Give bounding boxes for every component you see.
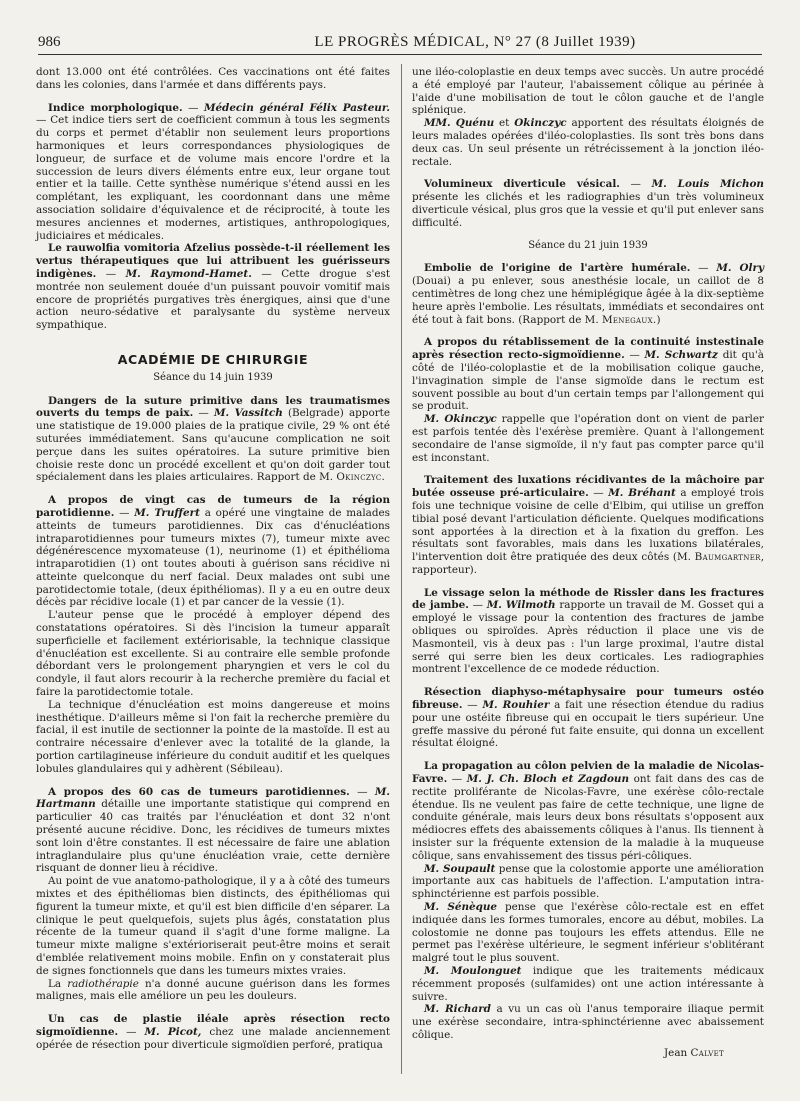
paragraph: MM. Quénu et Okinczyc apportent des résultats éloignés de leurs malades opérées d'iléo-coloplasties. Ils sont très bons dans deux cas. Un seul présente un rétrécissement à la jonction iléo-rectale. [412, 117, 764, 168]
paragraph: M. Soupault pense que la colostomie apporte une amélioration importante aux cas habituels de l'affection. L'amputation intra-sphinctérienne est parfois possible. [412, 862, 764, 901]
paragraph: dont 13.000 ont été contrôlées. Ces vaccinations ont été faites dans les colonies, dans l'armée et dans différents pays. [36, 66, 390, 91]
page-number: 986 [38, 34, 61, 50]
signature: Jean Calvet [664, 1046, 724, 1059]
article-vingt-cas: A propos de vingt cas de tumeurs de la région parotidienne. — M. Truffert a opéré une vingtaine de malades atteints de tumeurs parotidiennes. Dix cas d'énucléations intraparotidiennes pour tumeurs mixtes (7), tumeur mixte avec dégénérescence myxomateuse (1), neurinome (1) et épithélioma intraparotidien (1) ont toutes abouti à guérison sans récidive ni atteinte quelconque du nerf facial. Deux malades ont subi une parotidectomie totale, (deux épithéliomas). Il y a eu en outre deux décès par récidive locale (1) et par cancer de la vessie (1). [36, 494, 390, 609]
article-nicolas-favre: La propagation au côlon pelvien de la maladie de Nicolas-Favre. — M. J. Ch. Bloch et Zagdoun ont fait dans des cas de rectite proliférante de Nicolas-Favre, une exérèse côlo-rectale étendue. Ils ne veulent pas faire de cette technique, une ligne de conduite générale, mais leurs deux bons résultats s'opposent aux médiocres effets des abaissements côliques à l'anus. Ils tiennent à insister sur la fréquente extension de la maladie à la muqueuse côlique, sans envahissement des tissus péri-côliques. [412, 760, 765, 862]
session-date: Séance du 14 juin 1939 [153, 371, 273, 383]
paragraph: La technique d'énucléation est moins dangereuse et moins inesthétique. D'ailleurs même si l'on fait la recherche première du facial, il est inutile de sectionner la pointe de la mastoïde. Il est au contraire nécessaire d'enlever avec la totalité de la glande, la portion cartilagineuse inférieure du conduit auditif et les quelques lobules glandulaires qui y adhèrent (Sébileau). [36, 698, 390, 775]
paragraph: une iléo-coloplastie en deux temps avec succès. Un autre procédé a été employé par l'auteur, l'abaissement côlique au périnée à l'aide d'une mobilisation de tout le côlon gauche et de l'angle splénique. [412, 66, 764, 117]
column-divider [401, 64, 402, 1074]
article-rauwolfia: Le rauwolfia vomitoria Afzelius possède-t-il réellement les vertus thérapeutiques que lui attribuent les guérisseurs indigènes. — M. Raymond-Hamet. — Cette drogue s'est montrée non seulement douée d'un puissant pouvoir vomitif mais encore de propriétés purgatives très énergiques, ainsi que d'une action neuro-sédative et paralysante du système nerveux sympathique. [36, 242, 391, 332]
running-header [38, 32, 762, 55]
article-dangers-suture: Dangers de la suture primitive dans les traumatismes ouverts du temps de paix. — M. Vassitch (Belgrade) apporte une statistique de 19.000 plaies de la pratique civile, 29 % ont été suturées immédiatement. Sans qu'aucune complication ne soit perçue dans les suites opératoires. La suture primitive bien choisie reste donc un procédé excellent et qu'on doit garder tout spécialement dans les plaies articulaires. Rapport de M. Okinczyc. [36, 394, 390, 484]
article-luxations: Traitement des luxations récidivantes de la mâchoire par butée osseuse pré-articulaire. — M. Bréhant a employé trois fois une technique voisine de celle d'Elbim, qui utilise un greffon tibial posé devant l'articulation déficiente. Quelques modifications sont apportées à la direction et à la fixation du greffon. Les résultats sont favorables, mais dans les luxations bilatérales, l'intervention doit être pratiquée des deux côtés (M. Baumgartner, rapporteur). [412, 474, 764, 576]
article-indice: Indice morphologique. — Médecin général Félix Pasteur. — Cet indice tiers sert de coefficient commun à tous les segments du corps et permet d'établir non seulement leurs proportions harmoniques et leurs correspondances physiologiques de longueur, de surface et de volume mais encore l'ordre et la succession de leurs divers éléments entre eux, leur organe tout entier et la taille. Cette synthèse numérique s'étend aussi en les complétant, les expliquant, les coordonnant dans une même association solidaire d'équivalence et de réciprocité, à toute les mesures anciennes et modernes, artistiques, anthropologiques, judiciaires et médicales. [36, 101, 390, 242]
paragraph: M. Sénèque pense que l'exérèse côlo-rectale est en effet indiquée dans les formes tumorales, encore au début, mobiles. La colostomie ne donne pas toujours les effets attendus. Elle ne permet pas l'exérèse ultérieure, le segment inférieur s'oblitérant malgré tout le plus souvent. [412, 901, 764, 965]
article-resection: Résection diaphyso-métaphysaire pour tumeurs ostéo fibreuse. — M. Rouhier a fait une résection étendue du radius pour une ostéite fibreuse qui en occupait le tiers supérieur. Une greffe massive du péroné fut faite ensuite, qui donna un excellent résultat éloigné. [412, 686, 764, 750]
journal-title: LE PROGRÈS MÉDICAL, N° 27 (8 Juillet 1939) [314, 34, 636, 50]
paragraph: Au point de vue anatomo-pathologique, il y a à côté des tumeurs mixtes et des épithéliomas bien distincts, des épithéliomas qui figurent la tumeur mixte, et qu'il est bien difficile d'en séparer. La clinique le peut quelquefois, sujets plus âgés, constatation plus récente de la tumeur quand il s'agit d'une forme maligne. La tumeur mixte maligne s'extérioriserait peut-être moins et serait d'emblée relativement moins mobile. Enfin on y constaterait plus de signes fonctionnels que dans les tumeurs mixtes vraies. [36, 875, 390, 977]
article-embolie: Embolie de l'origine de l'artère humérale. — M. Olry (Douai) a pu enlever, sous anesthésie locale, un caillot de 8 centimètres de long chez une hémiplégique âgée à la dix-septième heure après l'embolie. Les résultats, immédiats et secondaires ont été tout à fait bons. (Rapport de M. Menegaux.) [412, 262, 764, 326]
left-column [36, 66, 390, 1052]
paragraph: M. Moulonguet indique que les traitements médicaux récemment proposés (sulfamides) ont une action intéressante à suivre. [412, 965, 764, 1003]
right-column [412, 66, 764, 1060]
article-soixante-cas: A propos des 60 cas de tumeurs parotidiennes. — M. Hartmann détaille une importante statistique qui comprend en particulier 40 cas traités par l'énucléation et dont 32 n'ont présenté aucune récidive. Donc, les récidives de tumeurs mixtes sont loin d'être constantes. Il est nécessaire de faire une ablation intraglandulaire plus qu'une énucléation vraie, cette dernière risquant de donner lieu à récidive. [36, 785, 391, 875]
article-diverticule: Volumineux diverticule vésical. — M. Louis Michon présente les clichés et les radiographies d'un très volumineux diverticule vésical, plus gros que la vessie et qu'il put enlever sans difficulté. [412, 178, 765, 229]
article-vissage: Le vissage selon la méthode de Rissler dans les fractures de jambe. — M. Wilmoth rapporte un travail de M. Gosset qui a employé le vissage pour la contention des fractures de jambe obliques ou spiroïdes. Après réduction il place une vis de Masmonteil, vis à deux pas : l'un large proximal, l'autre distal serré qui serre bien les deux corticales. Les radiographies montrent l'excellence de ce modede réduction. [412, 586, 764, 676]
article-continuite: A propos du rétablissement de la continuité instestinale après résection recto-sigmoïdienne. — M. Schwartz dit qu'à côté de l'iléo-coloplastie et de la mobilisation colique gauche, l'invagination simple de l'anse sigmoïde dans le rectum est souvent possible au bout d'un certain temps par l'allongement qui se produit. [412, 336, 764, 413]
article-plastie-ileale: Un cas de plastie iléale après résection recto sigmoïdienne. — M. Picot, chez une malade anciennement opérée de résection pour diverticule sigmoïdien perforé, pratiqua [36, 1013, 390, 1051]
paragraph: M. Okinczyc rappelle que l'opération dont on vient de parler est parfois tentée dès l'exérèse première. Quant à l'allongement secondaire de l'anse sigmoïde, il n'y faut pas compter parce qu'il est inconstant. [412, 413, 764, 464]
paragraph: L'auteur pense que le procédé à employer dépend des constatations opératoires. Si dès l'incision la tumeur apparaît superficielle et facilement extériorisable, la technique classique d'énucléation est excellente. Si au contraire elle semble profonde débordant vers le prolongement pharyngien et vers le col du condyle, il faut alors recourir à la recherche première du facial et faire la parotidectomie totale. [36, 609, 390, 699]
paragraph: M. Richard a vu un cas où l'anus temporaire iliaque permit une exérèse secondaire, intra-sphinctérienne avec abaissement côlique. [412, 1003, 764, 1041]
section-heading: ACADÉMIE DE CHIRURGIE [117, 351, 309, 367]
paragraph: La radiothérapie n'a donné aucune guérison dans les formes malignes, mais elle améliore un peu les douleurs. [36, 977, 390, 1003]
session-date: Séance du 21 juin 1939 [528, 239, 648, 251]
